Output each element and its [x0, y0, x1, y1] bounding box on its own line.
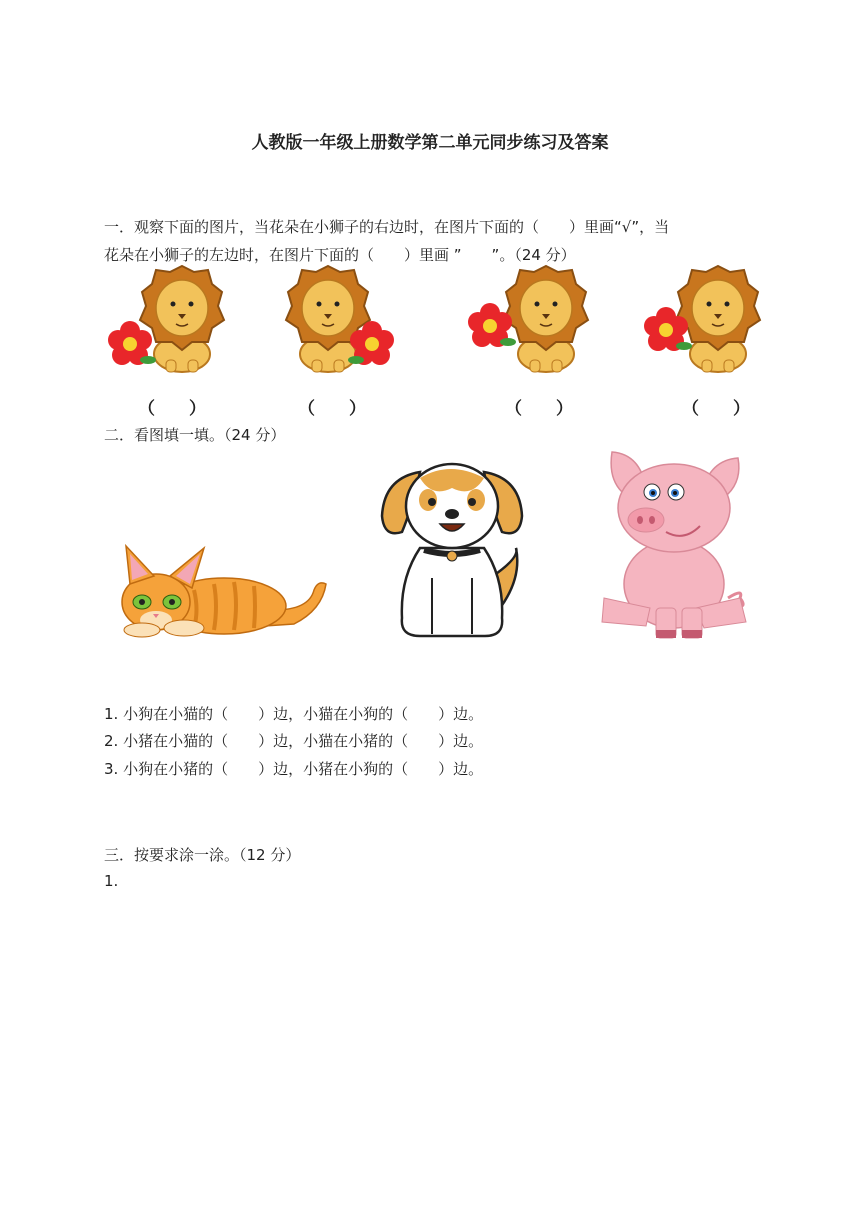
lion-flower-right-image [256, 262, 406, 377]
dog-icon [382, 464, 522, 636]
question-3-heading: 三．按要求涂一涂。（12 分） [104, 846, 301, 864]
question-1-line-1: 一．观察下面的图片，当花朵在小狮子的右边时，在图片下面的（ ）里画“√”，当 [104, 218, 670, 236]
question-1-line-2: 花朵在小狮子的左边时，在图片下面的（ ）里画 ” ”。（24 分） [104, 246, 576, 264]
pig-image [600, 448, 750, 640]
cat-icon [122, 546, 326, 637]
answer-blank-4[interactable]: （ ） [682, 399, 750, 419]
question-2-item-3: 3. 小狗在小猪的（ ）边，小猪在小狗的（ ）边。 [104, 760, 484, 778]
cat-image [104, 540, 329, 640]
pig-icon [602, 452, 746, 638]
question-2-heading: 二．看图填一填。（24 分） [104, 426, 286, 444]
page-title: 人教版一年级上册数学第二单元同步练习及答案 [251, 133, 609, 153]
lion-icon [504, 266, 588, 372]
lion-flower-left-image [464, 262, 614, 377]
answer-blank-2[interactable]: （ ） [298, 399, 366, 419]
question-3-item-1: 1. [104, 872, 119, 890]
flower-icon [108, 321, 156, 365]
answer-blank-1[interactable]: （ ） [138, 399, 206, 419]
dog-image [380, 458, 525, 640]
lion-flower-left-image [104, 262, 254, 377]
question-2-item-2: 2. 小猪在小猫的（ ）边，小猫在小猪的（ ）边。 [104, 732, 484, 750]
lion-flower-left-image [640, 262, 790, 377]
lion-icon [676, 266, 760, 372]
question-2-item-1: 1. 小狗在小猫的（ ）边，小猫在小狗的（ ）边。 [104, 705, 484, 723]
lion-icon [140, 266, 224, 372]
answer-blank-3[interactable]: （ ） [505, 399, 573, 419]
